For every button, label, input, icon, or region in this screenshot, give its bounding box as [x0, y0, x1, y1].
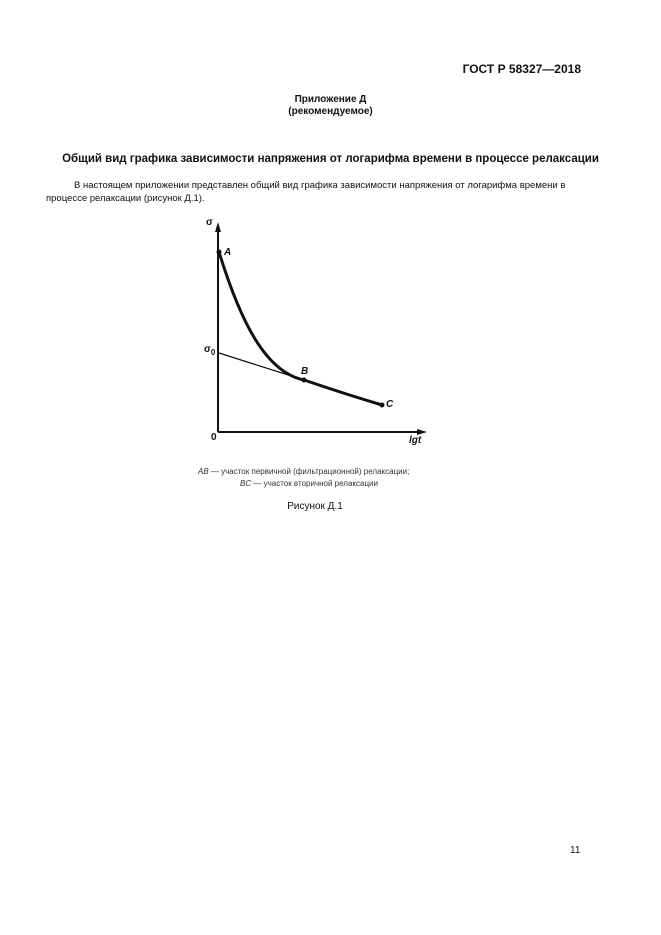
point-b-label: B	[301, 366, 309, 377]
x-axis-label: lgt	[409, 435, 422, 446]
point-a	[217, 250, 222, 255]
standard-number: ГОСТ Р 58327—2018	[462, 62, 581, 76]
legend-text: — участок вторичной релаксации	[251, 479, 378, 488]
legend-ab	[198, 467, 409, 476]
figure-caption: Рисунок Д.1	[287, 501, 343, 512]
sigma-symbol: σ	[204, 344, 211, 355]
page-number: 11	[570, 845, 581, 856]
point-c	[380, 403, 385, 408]
section-title: Общий вид графика зависимости напряжения от логарифма времени в процессе релаксации	[62, 153, 599, 165]
appendix-status: (рекомендуемое)	[288, 106, 373, 117]
y-axis-arrow	[215, 222, 221, 232]
point-a-label: A	[224, 247, 232, 258]
legend-key: BC	[240, 479, 252, 488]
point-c-label: C	[386, 399, 394, 410]
legend-text: — участок первичной (фильтрационной) релаксации;	[208, 467, 410, 476]
curve-ab	[219, 252, 304, 380]
legend-bc	[240, 479, 378, 488]
point-b	[302, 378, 307, 383]
appendix-title: Приложение Д	[294, 94, 367, 105]
legend-key: AB	[198, 467, 209, 476]
sigma0-label	[204, 344, 215, 357]
y-axis-label: σ	[206, 217, 213, 228]
curve-bc	[304, 380, 382, 405]
paragraph-text: В настоящем приложении представлен общий вид графика зависимости напряжения от логарифма времени в процессе релаксации (рисунок Д.1).	[46, 180, 566, 204]
sigma-subscript: 0	[210, 348, 216, 357]
origin-label: 0	[211, 432, 217, 443]
